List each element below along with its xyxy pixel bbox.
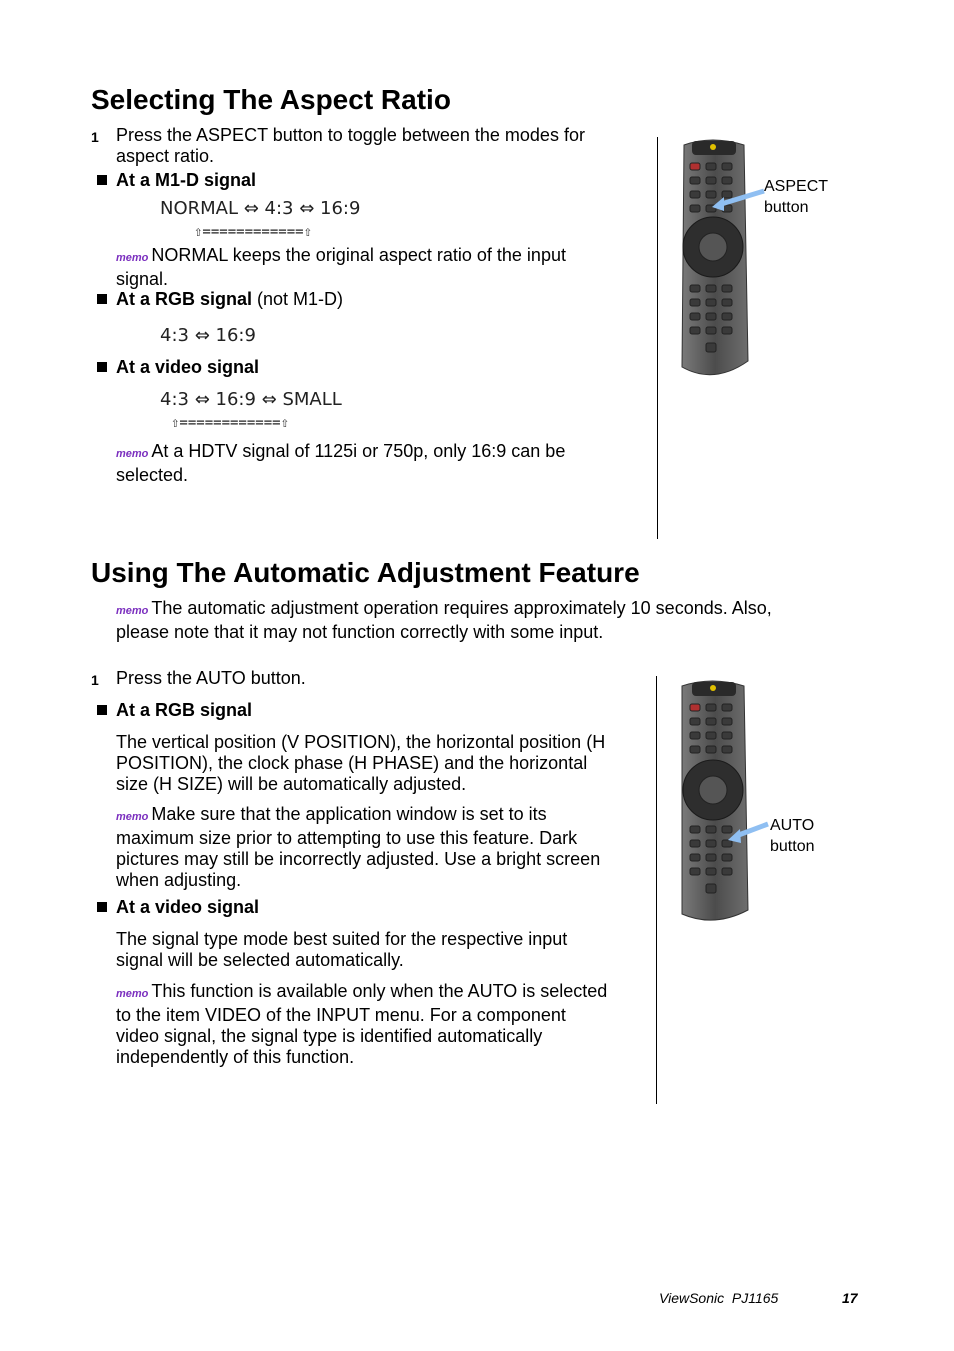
m1d-signal-heading: At a M1-D signal [97,170,256,191]
column-divider [656,676,657,1104]
video-signal-description [116,929,567,971]
step-text [116,125,585,167]
memo-tag: memo [116,988,149,1000]
memo-tag: memo [116,605,149,617]
memo-text: video signal, the signal type is identified automatically [116,1026,543,1046]
remote-control-image [670,135,780,385]
memo-text: At a HDTV signal of 1125i or 750p, only 16:9 can be [151,441,566,461]
video-signal-heading: At a video signal [97,897,259,918]
memo-tag: memo [116,252,149,264]
m1d-cycle-indicator: ⇧============⇧ [194,224,313,240]
callout-text: AUTO [770,817,815,834]
paragraph-line: The signal type mode best suited for the respective input [116,929,568,949]
memo-note [116,598,772,643]
rgb-mode-sequence: 4:3 ⇔ 16:9 [160,325,256,346]
section-title-auto-adjust: Using The Automatic Adjustment Feature [91,557,640,588]
callout-text: button [770,838,815,855]
paragraph-line: size (H SIZE) will be automatically adjusted. [116,774,467,794]
memo-note [116,804,600,891]
memo-text: pictures may still be incorrectly adjusted. Use a bright screen [116,849,601,869]
step-number: 1 [91,129,99,145]
callout-text: ASPECT [764,178,829,195]
video-cycle-indicator: ⇧============⇧ [171,415,290,431]
section-title-aspect-ratio: Selecting The Aspect Ratio [91,84,451,115]
rgb-signal-heading: At a RGB signal (not M1-D) [97,289,343,310]
footer-brand: ViewSonic PJ1165 [659,1290,779,1306]
remote-control-image [670,676,780,926]
memo-tag: memo [116,811,149,823]
bullet-square-icon [97,294,107,304]
bullet-square-icon [97,362,107,372]
paragraph-line: signal will be selected automatically. [116,950,404,970]
memo-note [116,245,566,290]
column-divider [657,137,658,539]
memo-note [116,981,607,1068]
rgb-signal-description [116,732,605,795]
memo-text: selected. [116,465,189,485]
memo-text: Make sure that the application window is set to its [151,804,547,824]
bullet-square-icon [97,175,107,185]
rgb-signal-qualifier: (not M1-D) [252,289,344,309]
memo-text: signal. [116,269,169,289]
memo-text: maximum size prior to attempting to use this feature. Dark [116,828,578,848]
memo-text: The automatic adjustment operation requires approximately 10 seconds. Also, [151,598,772,618]
memo-text: NORMAL keeps the original aspect ratio of the input [151,245,566,265]
memo-text: when adjusting. [116,870,242,890]
memo-tag: memo [116,448,149,460]
step-text-line: Press the ASPECT button to toggle between the modes for [116,125,585,145]
memo-text: This function is available only when the AUTO is selected [151,981,608,1001]
paragraph-line: The vertical position (V POSITION), the horizontal position (H [116,732,606,752]
bullet-square-icon [97,705,107,715]
step-text-line: aspect ratio. [116,146,215,166]
memo-text: independently of this function. [116,1047,355,1067]
page-number: 17 [842,1290,858,1306]
memo-note [116,441,565,486]
aspect-button-callout [764,176,828,218]
video-mode-sequence: 4:3 ⇔ 16:9 ⇔ SMALL [160,389,342,410]
bullet-square-icon [97,902,107,912]
step-text: Press the AUTO button. [116,668,306,688]
auto-button-callout [770,815,814,857]
rgb-signal-heading: At a RGB signal [97,700,252,721]
memo-text: to the item VIDEO of the INPUT menu. For a component [116,1005,566,1025]
step-number: 1 [91,672,99,688]
paragraph-line: POSITION), the clock phase (H PHASE) and the horizontal [116,753,588,773]
callout-text: button [764,199,809,216]
memo-text: please note that it may not function correctly with some input. [116,622,604,642]
m1d-mode-sequence: NORMAL ⇔ 4:3 ⇔ 16:9 [160,198,361,219]
video-signal-heading: At a video signal [97,357,259,378]
